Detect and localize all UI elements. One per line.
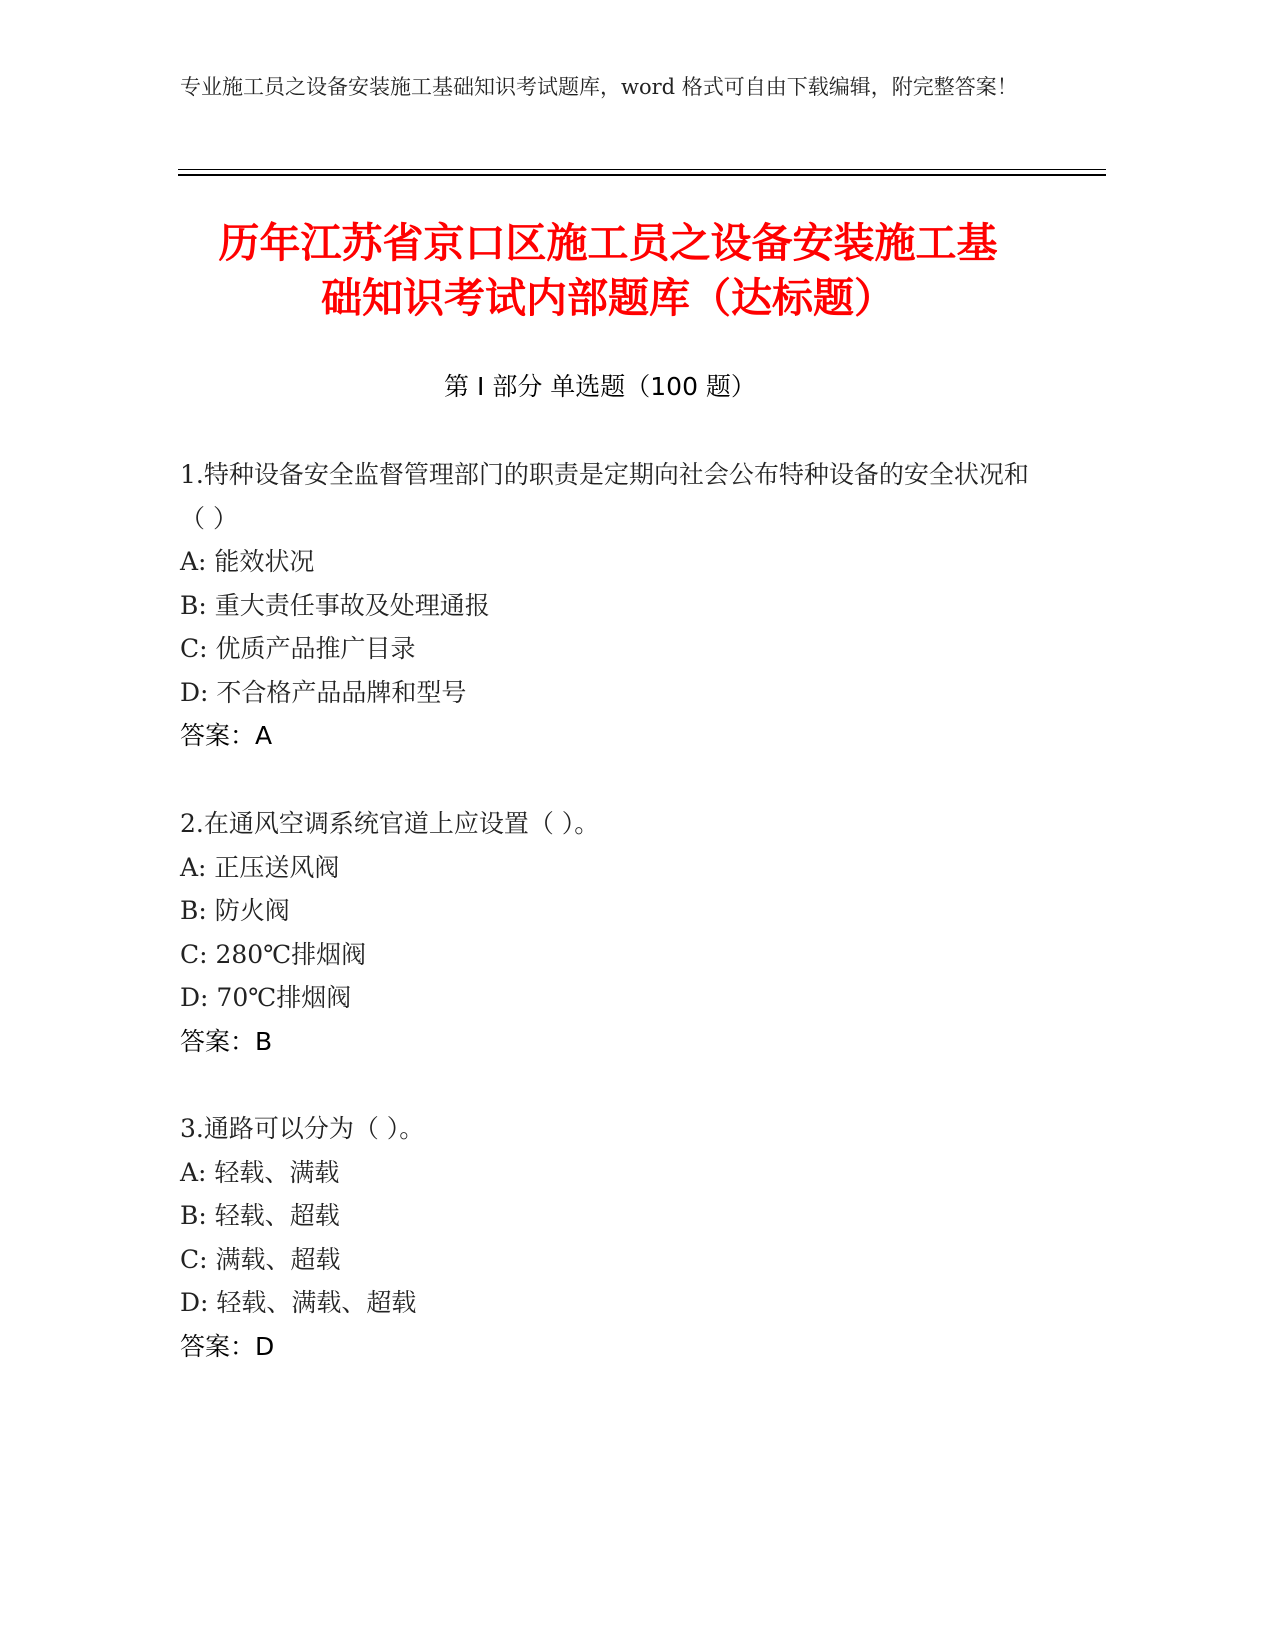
- section-heading: 第 I 部分 单选题（100 题）: [444, 372, 756, 401]
- option-a: A: 正压送风阀: [180, 852, 340, 882]
- title-line-1: 历年江苏省京口区施工员之设备安装施工基: [218, 219, 998, 267]
- option-a: A: 能效状况: [180, 547, 315, 576]
- option-c: C: 满载、超载: [180, 1244, 341, 1274]
- option-b: B: 防火阀: [180, 896, 290, 925]
- option-d: D: 不合格产品品牌和型号: [180, 677, 467, 707]
- option-d: D: 70℃排烟阀: [180, 983, 352, 1012]
- option-a: A: 轻载、满载: [180, 1157, 340, 1187]
- option-b: B: 轻载、超载: [180, 1201, 340, 1230]
- header-divider-thick: [178, 174, 1106, 176]
- question-stem: 3.通路可以分为（ ）。: [180, 1114, 425, 1143]
- question-stem: 2.在通风空调系统官道上应设置（ ）。: [180, 809, 600, 838]
- question-1: [180, 453, 1040, 758]
- document-title: [150, 216, 1066, 326]
- header-divider-thin: [178, 169, 1106, 170]
- option-c: C: 280℃排烟阀: [180, 939, 367, 969]
- question-2: [180, 802, 1040, 1063]
- title-line-2: 础知识考试内部题库（达标题）: [321, 274, 895, 322]
- question-3: [180, 1107, 1040, 1368]
- answer: 答案：B: [180, 1026, 273, 1056]
- answer: 答案：A: [180, 721, 273, 750]
- header-note: 专业施工员之设备安装施工基础知识考试题库，word 格式可自由下载编辑，附完整答案！: [180, 75, 1018, 99]
- option-b: B: 重大责任事故及处理通报: [180, 590, 490, 620]
- option-c: C: 优质产品推广目录: [180, 634, 416, 663]
- option-d: D: 轻载、满载、超载: [180, 1288, 417, 1317]
- answer: 答案：D: [180, 1331, 275, 1361]
- question-stem: 1.特种设备安全监督管理部门的职责是定期向社会公布特种设备的安全状况和（ ）: [180, 460, 1029, 533]
